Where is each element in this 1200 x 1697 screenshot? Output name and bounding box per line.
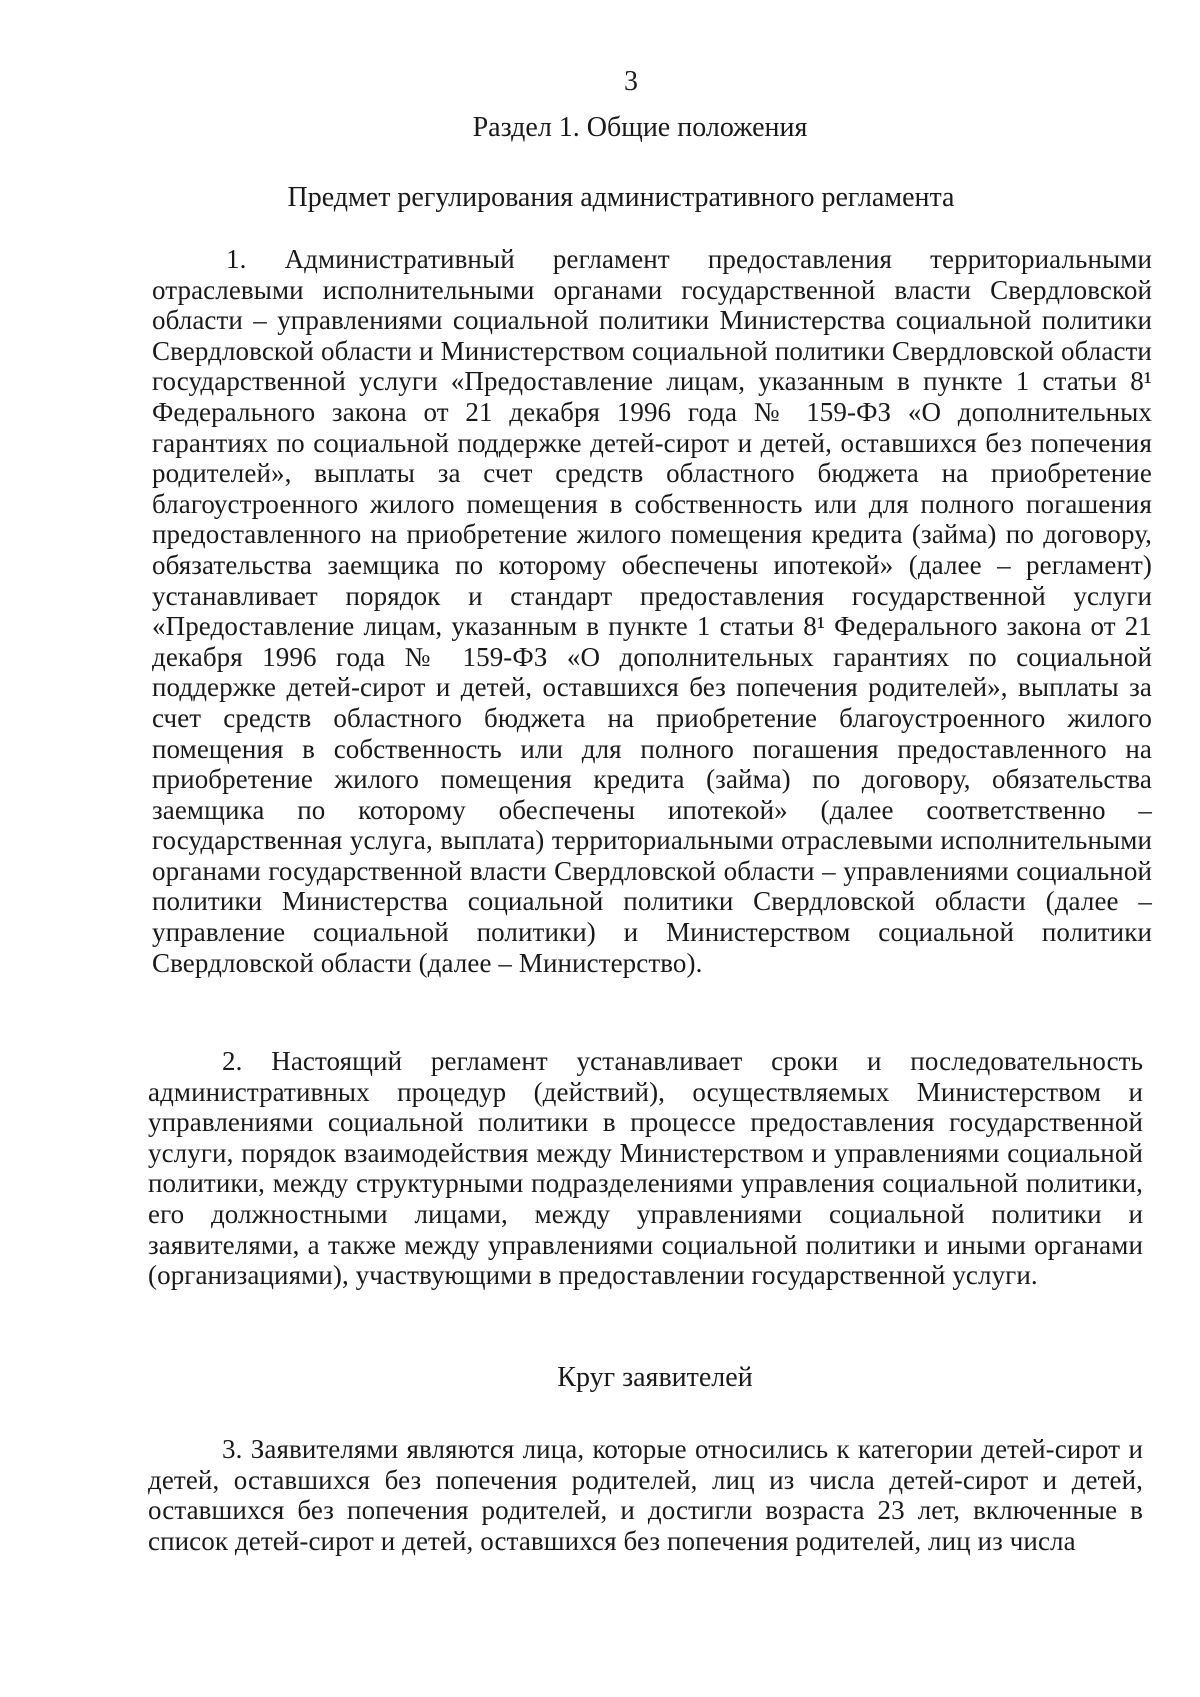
- applicants-title: Круг заявителей: [557, 1362, 753, 1393]
- section-title: Раздел 1. Общие положения: [472, 112, 808, 143]
- page-number: 3: [624, 66, 638, 97]
- subject-title: Предмет регулирования административного регламента: [287, 182, 955, 213]
- paragraph-2: 2. Настоящий регламент устанавливает сроки и последовательность административных процедур (действий), осуществляемых Министерством и управлениями социальной политики в процессе предоставления государственной услуги, порядок взаимодействия между Министерством и управлениями социальной политики, между структурными подразделениями управления социальной политики, его должностными лицами, между управлениями социальной политики и заявителями, а также между управлениями социальной политики и иными органами (организациями), участвующими в предоставлении государственной услуги.: [148, 1046, 1143, 1291]
- paragraph-3: 3. Заявителями являются лица, которые относились к категории детей-сирот и детей, оставшихся без попечения родителей, лиц из числа детей-сирот и детей, оставшихся без попечения родителей, и достигли возраста 23 лет, включенные в список детей-сирот и детей, оставшихся без попечения родителей, лиц из числа: [148, 1434, 1143, 1556]
- paragraph-1: 1. Административный регламент предоставления территориальными отраслевыми исполнительными органами государственной власти Свердловской области – управлениями социальной политики Министерства социальной политики Свердловской области и Министерством социальной политики Свердловской области государственной услуги «Предоставление лицам, указанным в пункте 1 статьи 8¹ Федерального закона от 21 декабря 1996 года № 159-ФЗ «О дополнительных гарантиях по социальной поддержке детей-сирот и детей, оставшихся без попечения родителей», выплаты за счет средств областного бюджета на приобретение благоустроенного жилого помещения в собственность или для полного погашения предоставленного на приобретение жилого помещения кредита (займа) по договору, обязательства заемщика по которому обеспечены ипотекой» (далее – регламент) устанавливает порядок и стандарт предоставления государственной услуги «Предоставление лицам, указанным в пункте 1 статьи 8¹ Федерального закона от 21 декабря 1996 года № 159-ФЗ «О дополнительных гарантиях по социальной поддержке детей-сирот и детей, оставшихся без попечения родителей», выплаты за счет средств областного бюджета на приобретение благоустроенного жилого помещения в собственность или для полного погашения предоставленного на приобретение жилого помещения кредита (займа) по договору, обязательства заемщика по которому обеспечены ипотекой» (далее соответственно – государственная услуга, выплата) территориальными отраслевыми исполнительными органами государственной власти Свердловской области – управлениями социальной политики Министерства социальной политики Свердловской области (далее – управление социальной политики) и Министерством социальной политики Свердловской области (далее – Министерство).: [152, 244, 1152, 978]
